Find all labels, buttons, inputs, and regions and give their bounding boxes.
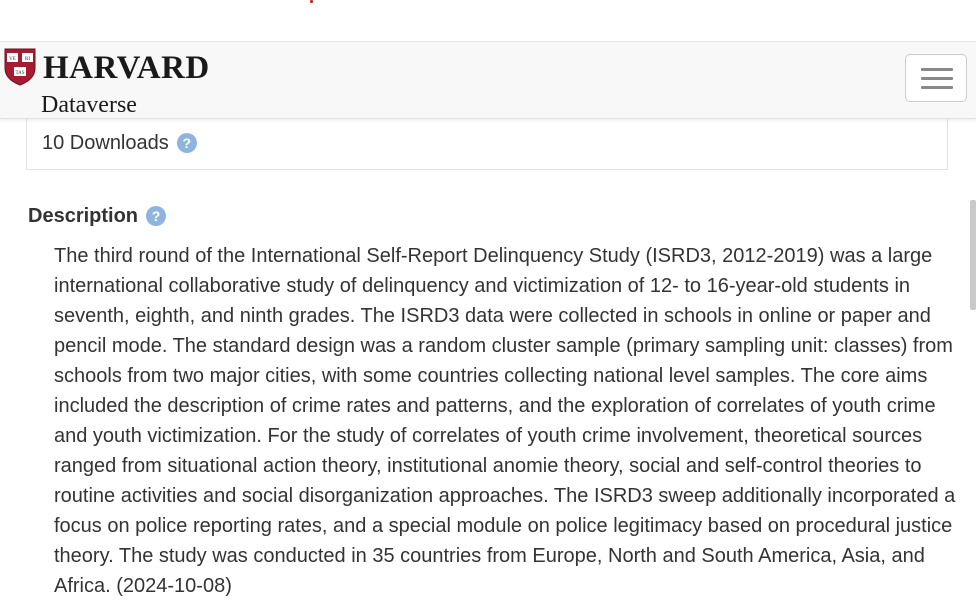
brand-logo-link[interactable]	[4, 48, 210, 118]
downloads-text: 10 Downloads	[42, 132, 169, 154]
harvard-shield-icon	[4, 48, 36, 86]
svg-text:TAS: TAS	[15, 71, 25, 76]
downloads-count	[42, 131, 197, 155]
navbar	[0, 41, 976, 119]
description-heading	[28, 204, 166, 228]
description-label: Description	[28, 205, 139, 227]
brand-name: HARVARD	[43, 50, 210, 86]
question-circle-icon[interactable]: ?	[177, 133, 197, 153]
top-strip	[0, 0, 976, 41]
svg-text:VE: VE	[9, 57, 16, 62]
brand-subtitle: Dataverse	[41, 92, 137, 118]
red-dot-mark	[310, 0, 313, 3]
description-text: The third round of the International Self-Report Delinquency Study (ISRD3, 2012-2019) was a large international collaborative study of delinquency and victimization of 12- to 16-year-old students in seventh, eighth, and ninth grades. The ISRD3 data were collected in schools in online or paper and pencil mode. The standard design was a random cluster sample (primary sampling unit: classes) from schools from two major cities, with some countries collecting national level samples. The core aims included the description of crime rates and patterns, and the exploration of correlates of youth crime and youth victimization. For the study of correlates of youth crime involvement, theoretical sources ranged from situational action theory, institutional anomie theory, social and self-control theories to routine activities and social disorganization approaches. The ISRD3 sweep additionally incorporated a focus on police reporting rates, and a special module on police legitimacy based on procedural justice theory. The study was conducted in 35 countries from Europe, North and South America, Asia, and Africa. (2024-10-08)	[54, 245, 956, 597]
scrollbar-thumb[interactable]	[970, 200, 976, 310]
question-circle-icon[interactable]: ?	[146, 206, 166, 226]
svg-text:RI: RI	[25, 57, 30, 62]
menu-toggle-button[interactable]	[905, 54, 967, 102]
